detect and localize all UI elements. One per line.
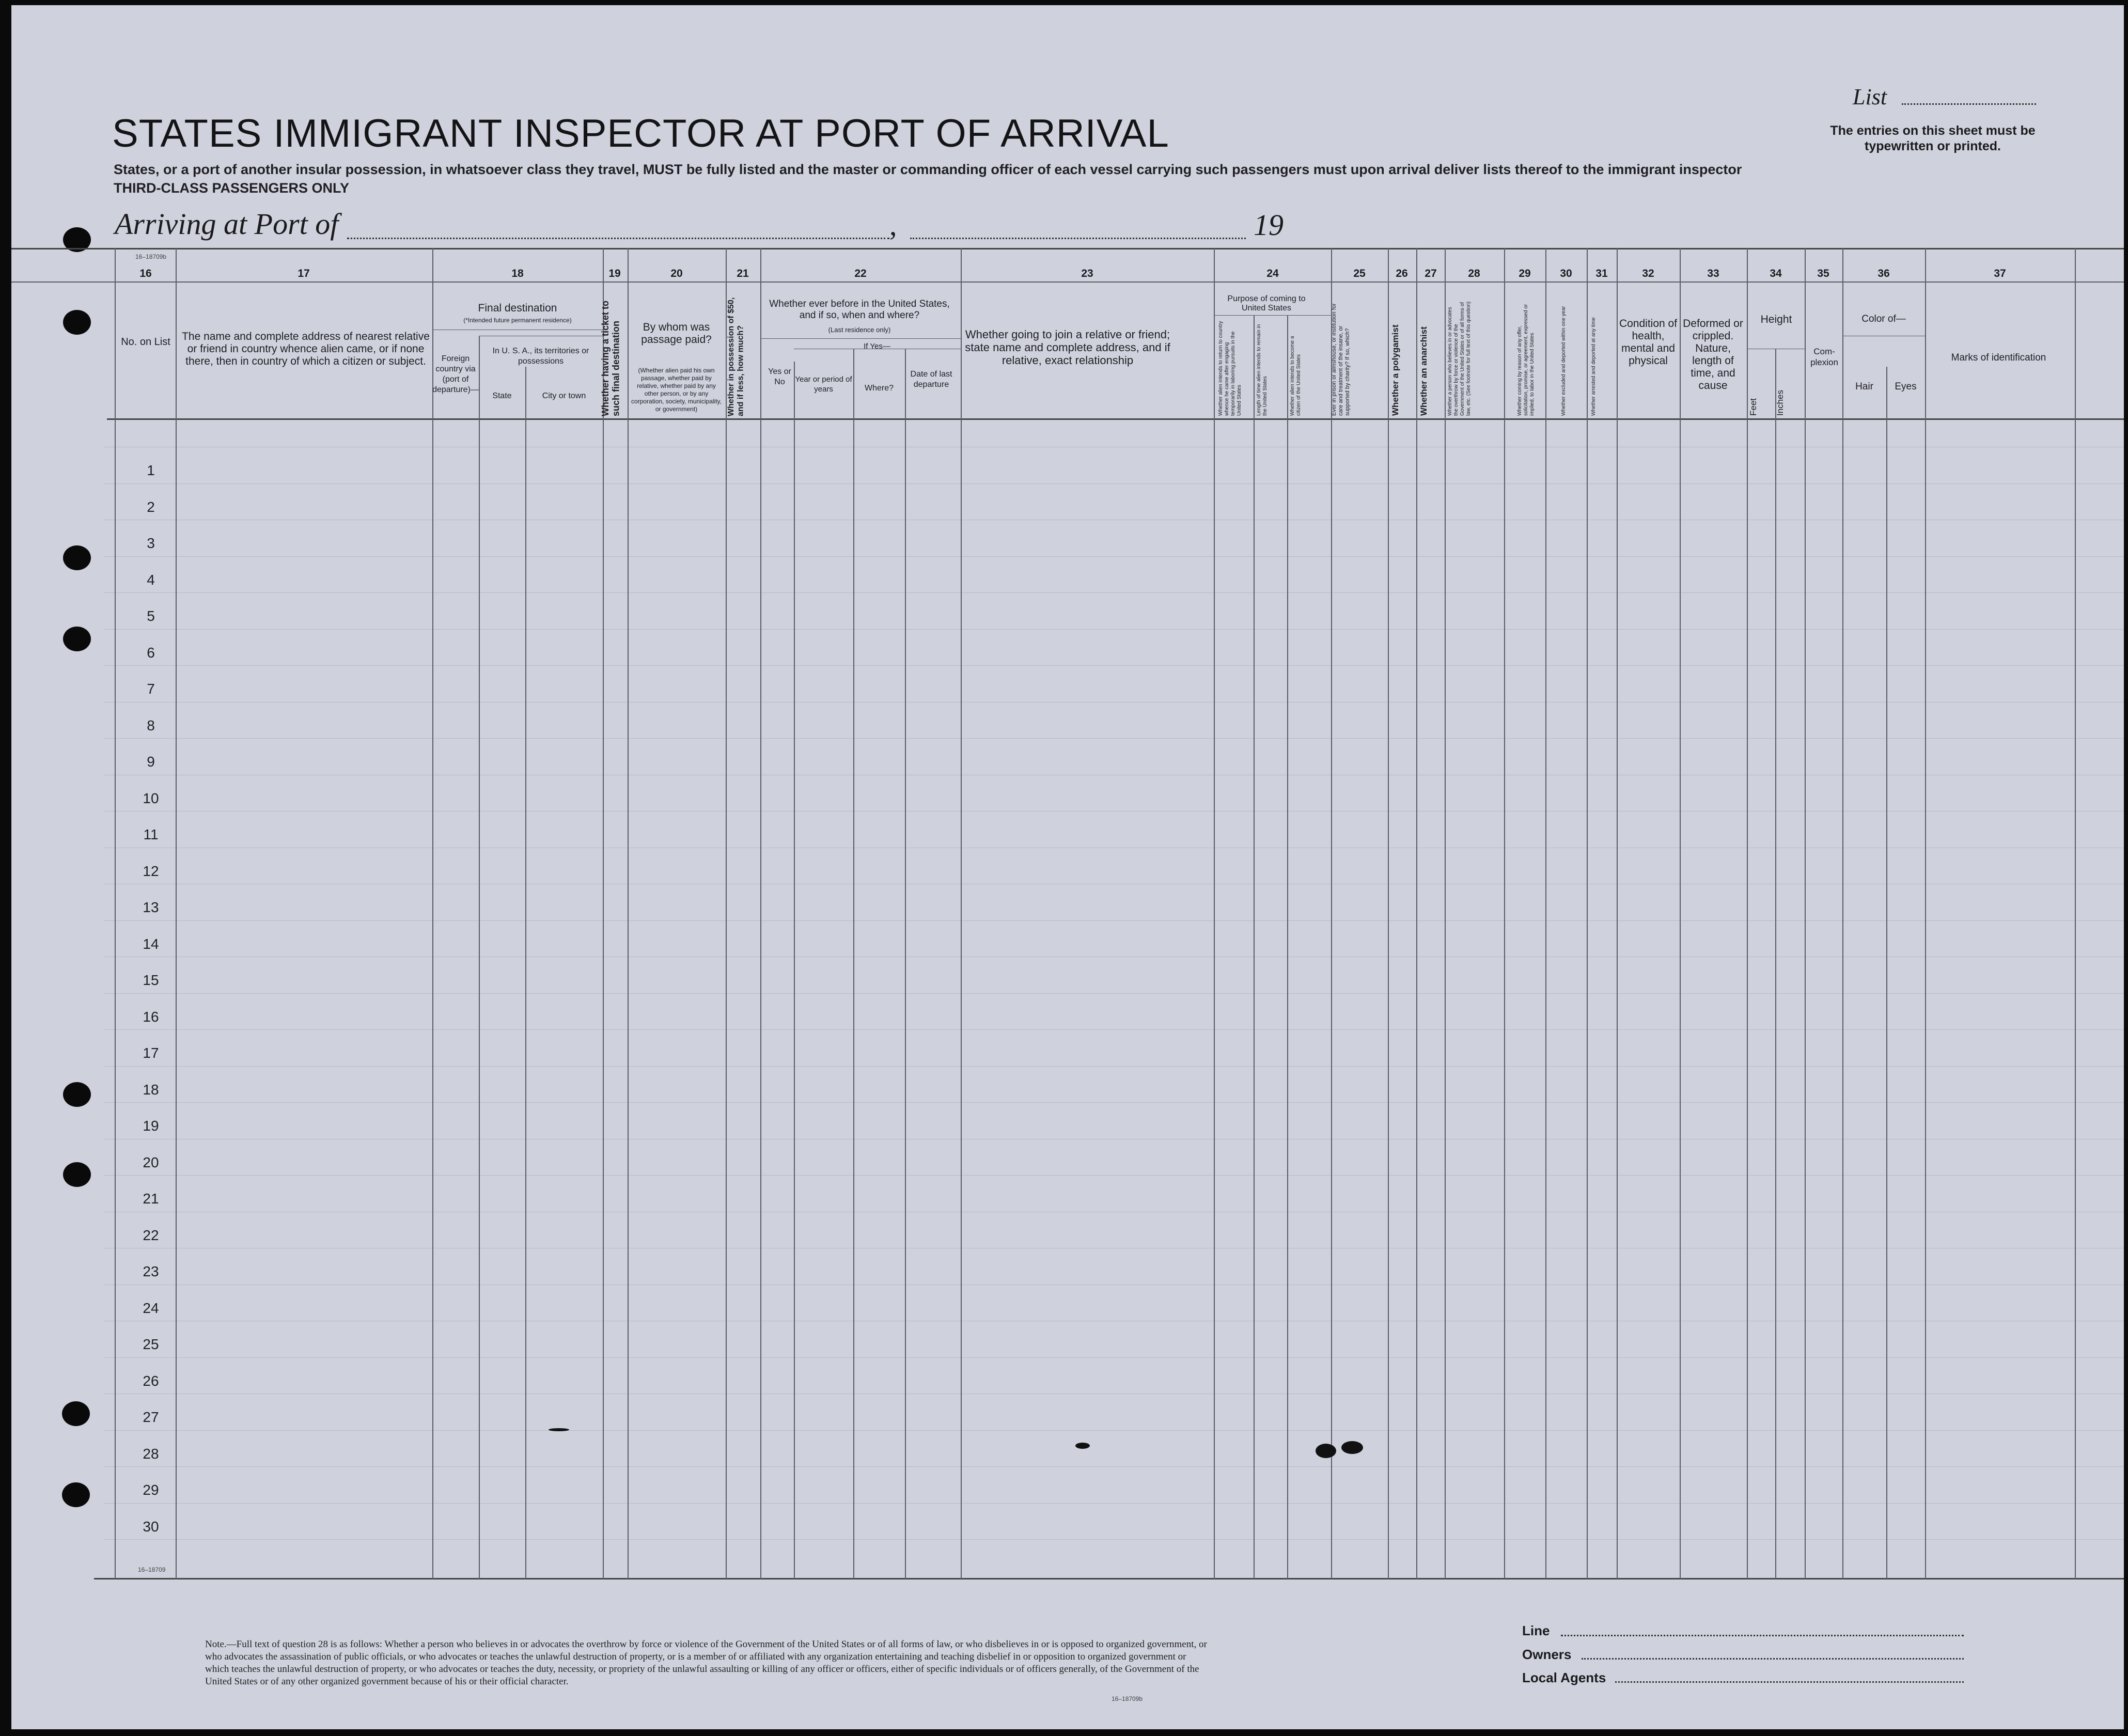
- row-number: 19: [143, 1118, 159, 1134]
- col24-header: Purpose of coming to United States: [1227, 294, 1306, 312]
- row-number: 20: [143, 1154, 159, 1170]
- row-number: 17: [143, 1045, 159, 1061]
- subcolumn-line: [1287, 315, 1288, 1579]
- list-number-line: [1902, 103, 2036, 105]
- column-line: [726, 248, 727, 1579]
- subcolumn-line: [1254, 315, 1255, 1579]
- col18-usa: In U. S. A., its territories or possessions: [492, 347, 589, 366]
- col18-city: City or town: [542, 392, 586, 400]
- subcolumn-line: [525, 367, 526, 1579]
- row-line: [104, 1102, 2124, 1103]
- col16-header: No. on List: [121, 336, 170, 348]
- column-line: [603, 248, 604, 1579]
- column-number: 28: [1468, 268, 1480, 279]
- column-number: 20: [670, 268, 683, 279]
- column-number: 35: [1817, 268, 1829, 279]
- column-number: 24: [1266, 268, 1279, 279]
- row-number: 1: [147, 462, 155, 478]
- row-line: [104, 1430, 2124, 1431]
- row-number: 29: [143, 1482, 159, 1498]
- table-top-line: [11, 248, 2124, 249]
- col22-date: Date of last departure: [910, 370, 952, 389]
- row-number: 23: [143, 1263, 159, 1279]
- binder-hole: [63, 1082, 91, 1107]
- row-line: [104, 556, 2124, 557]
- subcolumn-line: [905, 349, 906, 1579]
- col22-ifyes: If Yes—: [864, 342, 890, 351]
- row-number: 18: [143, 1081, 159, 1098]
- column-line: [1331, 248, 1332, 1579]
- col22-where: Where?: [864, 384, 894, 393]
- row-number: 9: [147, 754, 155, 770]
- col34-inches: Inches: [1775, 389, 1785, 416]
- col24-a: Whether alien intends to return to country whence he came after engaging temporarily in laboring pursuits in the United States: [1218, 321, 1242, 416]
- column-line: [115, 248, 116, 1579]
- col24-b: Length of time alien intends to remain in the United States: [1256, 324, 1268, 416]
- column-number: 22: [854, 268, 867, 279]
- date-line: [910, 238, 1246, 239]
- column-number: 23: [1081, 268, 1093, 279]
- form-stamp-top: 16–18709b: [135, 253, 167, 260]
- line-label: Line: [1522, 1623, 1550, 1638]
- col36-eyes: Eyes: [1895, 381, 1917, 392]
- row-number: 28: [143, 1445, 159, 1462]
- column-line: [1805, 248, 1806, 1579]
- col19-header: Whether having a ticket to such final destination: [600, 300, 621, 416]
- list-label: List: [1853, 84, 1887, 110]
- col36-hair: Hair: [1855, 381, 1873, 392]
- row-number: 10: [143, 790, 159, 806]
- col25-header: Ever in prison or almshouse, or institution for care and treatment of the insane, or supported by charity? If so, which?: [1331, 303, 1351, 416]
- row-line: [104, 629, 2124, 630]
- comma: ,: [889, 208, 897, 242]
- instructions: [114, 160, 1766, 197]
- manifest-sheet: [11, 5, 2124, 1729]
- column-number: 26: [1396, 268, 1408, 279]
- row-number: 25: [143, 1336, 159, 1352]
- header-subline: [1214, 315, 1331, 316]
- col18-header: Final destination: [478, 302, 557, 314]
- local-agents-label: Local Agents: [1522, 1670, 1606, 1685]
- column-line: [1504, 248, 1505, 1579]
- subcolumn-line: [794, 362, 795, 1579]
- page-title: STATES IMMIGRANT INSPECTOR AT PORT OF ARRIVAL: [112, 112, 1169, 155]
- row-number: 8: [147, 717, 155, 733]
- binder-hole: [63, 1162, 91, 1187]
- subcolumn-line: [1775, 349, 1776, 1579]
- year-prefix: 19: [1254, 208, 1284, 242]
- col22-years: Year or period of years: [795, 375, 852, 394]
- row-number: 24: [143, 1300, 159, 1316]
- col20-sub: (Whether alien paid his own passage, whether paid by relative, whether paid by any other person, or by any corporation, society, municipality, or government): [631, 367, 722, 413]
- column-line: [1925, 248, 1926, 1579]
- binder-hole: [63, 545, 91, 570]
- column-number: 31: [1595, 268, 1608, 279]
- row-number: 21: [143, 1191, 159, 1207]
- row-number: 5: [147, 608, 155, 624]
- col18-foreign: Foreign country via (port of departure)—: [432, 354, 479, 394]
- binder-hole: [63, 310, 91, 335]
- column-line: [1587, 248, 1588, 1579]
- row-line: [104, 1357, 2124, 1358]
- subcolumn-line: [479, 336, 480, 1579]
- subcolumn-line: [1886, 367, 1887, 1579]
- col36-header: Color of—: [1861, 314, 1906, 324]
- column-number: 27: [1425, 268, 1437, 279]
- column-number: 36: [1877, 268, 1890, 279]
- row-line: [104, 1539, 2124, 1540]
- row-number: 6: [147, 644, 155, 661]
- port-line: [347, 238, 889, 239]
- row-number: 13: [143, 899, 159, 915]
- instructions-text: States, or a port of another insular possession, in whatsoever class they travel, MUST be fully listed and the master or commanding officer of each vessel carrying such passengers must upon arrival deliver lists thereof to the immigrant inspector: [114, 162, 1742, 177]
- column-number: 34: [1770, 268, 1782, 279]
- form-stamp-bottom: 16–18709: [138, 1566, 166, 1573]
- column-number: 25: [1353, 268, 1366, 279]
- column-number: 19: [608, 268, 621, 279]
- col23-header: Whether going to join a relative or friend; state name and complete address, and if relative, exact relationship: [965, 328, 1170, 367]
- column-line: [1747, 248, 1748, 1579]
- column-line: [1416, 248, 1417, 1579]
- row-line: [104, 665, 2124, 666]
- row-line: [104, 1466, 2124, 1467]
- row-number: 12: [143, 863, 159, 879]
- col22-yesno: Yes or No: [768, 367, 791, 386]
- column-line: [2075, 248, 2076, 1579]
- colnum-line: [11, 281, 2124, 283]
- column-line: [1214, 248, 1215, 1579]
- column-line: [628, 248, 629, 1579]
- column-line: [1445, 248, 1446, 1579]
- column-line: [432, 248, 433, 1579]
- column-line: [1545, 248, 1546, 1579]
- subcolumn-line: [853, 349, 854, 1579]
- column-line: [1617, 248, 1618, 1579]
- entries-note: The entries on this sheet must be typewritten or printed.: [1830, 123, 2036, 153]
- row-number: 4: [147, 571, 155, 588]
- line-field: [1561, 1635, 1964, 1636]
- col20-header: By whom was passage paid?: [641, 321, 712, 346]
- column-number: 16: [139, 268, 152, 279]
- col30-header: Whether excluded and deported within one year: [1561, 306, 1567, 416]
- column-number: 30: [1560, 268, 1572, 279]
- column-line: [1680, 248, 1681, 1579]
- row-number: 2: [147, 498, 155, 515]
- col32-header: Condition of health, mental and physical: [1619, 318, 1678, 367]
- column-number: 33: [1707, 268, 1719, 279]
- binder-hole: [62, 1482, 90, 1507]
- row-line: [104, 483, 2124, 484]
- form-stamp-foot: 16–18709b: [1112, 1695, 1143, 1702]
- local-agents-field: [1615, 1681, 1964, 1683]
- row-line: [104, 993, 2124, 994]
- header-bottom-line: [107, 418, 2124, 420]
- owners-field: [1582, 1658, 1964, 1660]
- binder-hole: [62, 1401, 90, 1426]
- col22-sub: (Last residence only): [828, 326, 891, 334]
- row-number: 30: [143, 1518, 159, 1535]
- col27-header: Whether an anarchist: [1419, 326, 1429, 416]
- ink-blot: [1341, 1441, 1363, 1454]
- owners-label: Owners: [1522, 1647, 1572, 1662]
- col34-header: Height: [1760, 314, 1792, 325]
- row-number: 27: [143, 1409, 159, 1425]
- row-number: 16: [143, 1008, 159, 1025]
- row-number: 14: [143, 935, 159, 952]
- col18-sub: (*Intended future permanent residence): [463, 317, 572, 324]
- row-number: 22: [143, 1227, 159, 1243]
- row-line: [104, 738, 2124, 739]
- row-line: [104, 1029, 2124, 1030]
- binder-hole: [63, 627, 91, 651]
- row-number: 11: [143, 826, 159, 842]
- col29-header: Whether coming by reason of any offer, solicitation, promise, or agreement, expressed or implied, to labor in the United States: [1517, 304, 1535, 416]
- column-number: 37: [1994, 268, 2006, 279]
- column-number: 32: [1642, 268, 1654, 279]
- column-line: [1842, 248, 1843, 1579]
- col17-header: The name and complete address of nearest relative or friend in country whence alien came, or if none there, then in country of which a citizen or subject.: [182, 331, 430, 367]
- row-line: [104, 1066, 2124, 1067]
- ink-blot: [1316, 1444, 1336, 1458]
- col21-header: Whether in possession of $50, and if less, how much?: [727, 297, 745, 416]
- col34-feet: Feet: [1748, 398, 1758, 416]
- footnote: Note.—Full text of question 28 is as follows: Whether a person who believes in or advocates the overthrow by force or violence of the Government of the United States or of all forms of law, or who disbelieves in or is opposed to organized government, or who advocates the assassination of public officials, or who advocates or teaches the unlawful destruction of property, or is a member of or affiliated with any organization entertaining and teaching disbelief in or opposition to organized government or which teaches the unlawful destruction of property, or who advocates or teaches the duty, necessity, or propriety of the unlawful assaulting or killing of any officer or officers, either of specific individuals or of officers generally, of the Government of the United States or of any other organized government because of his or their official character.: [205, 1639, 1207, 1687]
- row-number: 7: [147, 681, 155, 697]
- ink-blot: [549, 1428, 569, 1431]
- col33-header: Deformed or crippled. Nature, length of time, and cause: [1683, 318, 1743, 392]
- header-subline: [760, 338, 961, 339]
- column-line: [961, 248, 962, 1579]
- row-line: [104, 1175, 2124, 1176]
- arriving-label: Arriving at Port of: [115, 207, 339, 241]
- subtitle: THIRD-CLASS PASSENGERS ONLY: [114, 180, 350, 196]
- row-line: [104, 592, 2124, 593]
- row-line: [104, 1503, 2124, 1504]
- row-line: [104, 920, 2124, 921]
- column-line: [1388, 248, 1389, 1579]
- col26-header: Whether a polygamist: [1390, 324, 1400, 416]
- row-number: 26: [143, 1372, 159, 1389]
- column-number: 29: [1519, 268, 1531, 279]
- col31-header: Whether arrested and deported at any time: [1591, 317, 1597, 416]
- col37-header: Marks of identification: [1951, 352, 2046, 363]
- col35-header: Com- plexion: [1810, 347, 1838, 367]
- col24-c: Whether alien intends to become a citizen of the United States: [1290, 336, 1302, 416]
- col18-state: State: [492, 392, 512, 400]
- column-number: 21: [737, 268, 749, 279]
- row-number: 15: [143, 972, 159, 988]
- row-number: 3: [147, 535, 155, 551]
- column-number: 17: [298, 268, 310, 279]
- table-bottom-line: [94, 1578, 2124, 1579]
- col28-header: Whether a person who believes in or advocates the overthrow by force or violence of the Government of the United States or of all forms of law, etc. (See footnote for full text of this question): [1447, 301, 1472, 416]
- column-line: [760, 248, 761, 1579]
- col22-header: Whether ever before in the United States, and if so, when and where?: [769, 299, 950, 321]
- column-number: 18: [511, 268, 524, 279]
- ink-blot: [1075, 1443, 1090, 1449]
